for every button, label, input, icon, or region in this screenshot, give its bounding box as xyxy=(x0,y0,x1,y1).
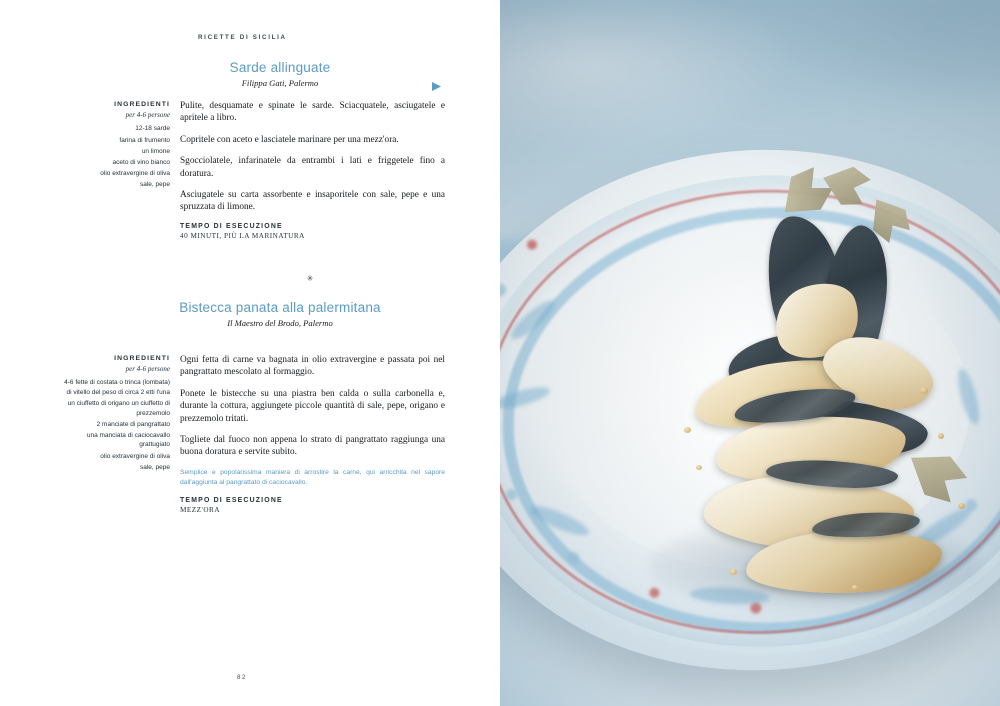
fried-sardines-stack xyxy=(670,165,990,595)
ingredient-item: olio extravergine di oliva xyxy=(100,169,170,177)
method-column xyxy=(180,100,445,240)
ingredients-column xyxy=(60,100,170,191)
method-paragraph: Togliete dal fuoco non appena lo strato di pangrattato raggiunga una buona doratura e servite subito. xyxy=(180,435,445,458)
method-paragraph: Sgocciolatele, infarinatele da entrambi i lati e friggetele fino a doratura. xyxy=(180,156,445,179)
recipe-title: Sarde allinguate xyxy=(229,60,331,75)
method-column xyxy=(180,354,445,514)
food-photograph xyxy=(500,0,1000,706)
bookmark-flag-icon[interactable] xyxy=(432,82,441,93)
photo-page-right xyxy=(500,0,1000,706)
breadcrumb xyxy=(852,585,858,590)
breadcrumb xyxy=(958,503,965,509)
time-value: MEZZ'ORA xyxy=(180,506,221,515)
breadcrumb xyxy=(696,465,702,470)
recipe-block-bistecca-panata xyxy=(0,300,500,515)
plate-dot xyxy=(500,283,507,297)
recipe-block-sarde-allinguate xyxy=(0,60,500,240)
method-paragraph: Pulite, desquamate e spinate le sarde. Sciacquatele, asciugatele e apritele a libro. xyxy=(180,101,445,124)
ingredients-column xyxy=(60,354,170,474)
time-heading: TEMPO DI ESECUZIONE xyxy=(180,222,283,230)
method-paragraph: Ogni fetta di carne va bagnata in olio extravergine e passata poi nel pangrattato mescolato al formaggio. xyxy=(180,355,445,378)
ingredient-item: sale, pepe xyxy=(140,180,170,188)
method-paragraph: Asciugatele su carta assorbente e insaporitele con sale, pepe e una spruzzata di limone. xyxy=(180,190,445,213)
ingredient-item: 2 manciate di pangrattato xyxy=(96,420,170,428)
ingredient-item: farina di frumento xyxy=(119,136,170,144)
recipe-note: Semplice e popolarissima maniera di arrostire la carne, qui arricchita nel sapore dall'aggiunta al pangrattato di caciocavallo. xyxy=(180,468,445,486)
breadcrumb xyxy=(684,427,691,433)
recipe-title: Bistecca panata alla palermitana xyxy=(179,300,381,315)
section-separator-asterisk: ✳ xyxy=(306,274,314,283)
breadcrumb xyxy=(920,387,928,394)
fish-tail xyxy=(817,159,873,211)
ingredients-heading: INGREDIENTI xyxy=(114,101,170,108)
ingredients-heading: INGREDIENTI xyxy=(114,355,170,362)
ingredients-serves: per 4-6 persone xyxy=(125,111,170,120)
ingredient-item: aceto di vino bianco xyxy=(112,158,170,166)
method-paragraph: Copritele con aceto e lasciatele marinare per una mezz'ora. xyxy=(180,134,399,145)
plate-dot-red xyxy=(527,239,538,250)
page-number: 82 xyxy=(237,674,248,681)
ingredient-item: sale, pepe xyxy=(140,463,170,471)
ingredient-item: olio extravergine di oliva xyxy=(100,452,170,460)
time-value: 40 MINUTI, PIÙ LA MARINATURA xyxy=(180,231,305,240)
ingredient-item: un limone xyxy=(141,147,170,155)
ingredient-item: un ciuffetto di origano un ciuffetto di prezzemolo xyxy=(67,400,170,417)
recipe-author: Filippa Gati, Palermo xyxy=(241,78,319,88)
breadcrumb xyxy=(730,569,737,575)
method-paragraph: Ponete le bistecche su una piastra ben calda o sulla carbonella e, durante la cottura, aggiungete piccole quantità di sale, pepe, origano e prezzemolo tritati. xyxy=(180,388,445,424)
recipe-author: Il Maestro del Brodo, Palermo xyxy=(227,318,333,328)
ingredient-item: una manciata di caciocavallo grattugiato xyxy=(86,431,170,449)
ingredient-item: 12-18 sarde xyxy=(135,125,170,133)
ingredient-item: 4-6 fette di costata o trinca (lombata) di vitello del peso di circa 2 etti l'una xyxy=(64,379,170,396)
time-heading: TEMPO DI ESECUZIONE xyxy=(180,497,283,505)
ingredients-serves: per 4-6 persone xyxy=(125,365,170,374)
running-head: RICETTE DI SICILIA xyxy=(198,34,287,41)
breadcrumb xyxy=(938,433,944,439)
